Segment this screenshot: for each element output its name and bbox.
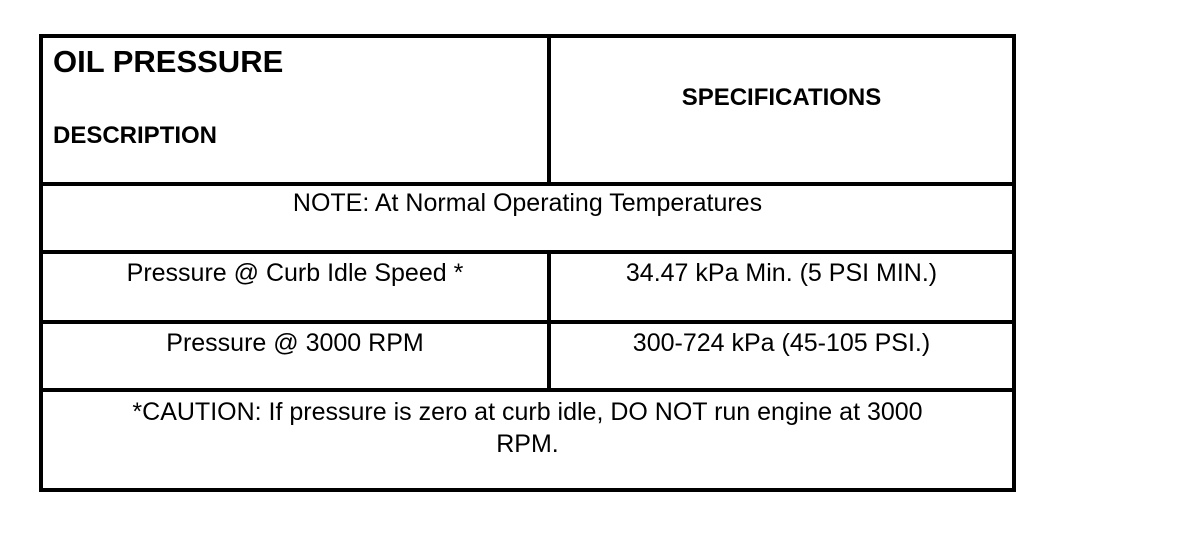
header-specifications-cell — [551, 38, 1012, 182]
note-text: NOTE: At Normal Operating Temperatures — [292, 189, 763, 217]
note-row — [43, 186, 1012, 250]
caution-text — [43, 396, 1012, 460]
caution-line-2: RPM. — [496, 430, 559, 458]
specifications-column-header: SPECIFICATIONS — [681, 84, 882, 111]
column-divider — [547, 38, 551, 182]
header-description-cell — [43, 38, 547, 182]
description-column-header: DESCRIPTION — [53, 122, 218, 149]
table-title: OIL PRESSURE — [53, 44, 284, 79]
table-row — [43, 324, 1012, 388]
caution-line-1: *CAUTION: If pressure is zero at curb idle, DO NOT run engine at 3000 — [132, 398, 923, 426]
row-specification: 300-724 kPa (45-105 PSI.) — [632, 329, 931, 357]
oil-pressure-spec-table — [39, 34, 1016, 492]
caution-row — [43, 392, 1012, 488]
table-row — [43, 254, 1012, 320]
row-description: Pressure @ Curb Idle Speed * — [126, 259, 464, 287]
row-description: Pressure @ 3000 RPM — [166, 329, 424, 357]
column-divider — [547, 254, 551, 320]
column-divider — [547, 324, 551, 388]
row-specification: 34.47 kPa Min. (5 PSI MIN.) — [625, 259, 938, 287]
